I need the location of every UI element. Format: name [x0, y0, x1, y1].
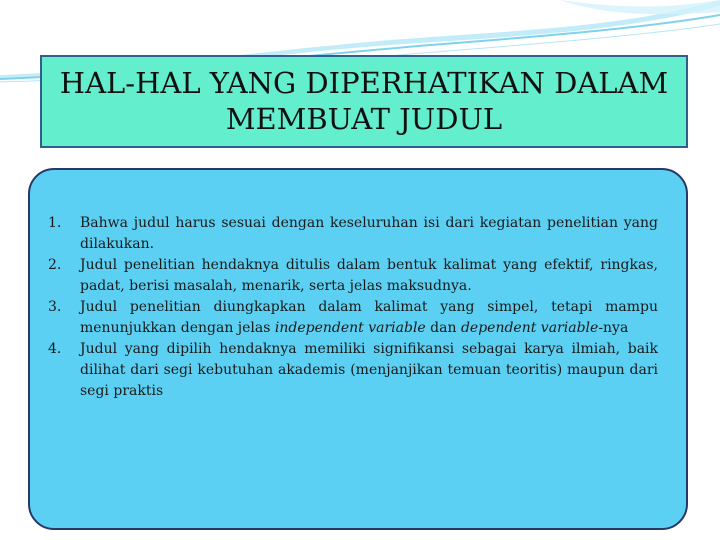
- content-box: [28, 168, 688, 530]
- point-text-segment: Judul penelitian diungkapkan dalam kalimat yang simpel, tetapi mampu menunjukkan dengan jelas: [80, 299, 658, 336]
- page-title: HAL-HAL YANG DIPERHATIKAN DALAM MEMBUAT JUDUL: [59, 66, 669, 136]
- point-text: Judul yang dipilih hendaknya memiliki signifikansi sebagai karya ilmiah, baik dilihat dari segi kebutuhan akademis (menjanjikan temuan teoritis) maupun dari segi praktis: [80, 341, 658, 399]
- list-item: [48, 255, 658, 297]
- list-item: [48, 213, 658, 255]
- list-item: [48, 297, 658, 339]
- point-text-segment: -nya: [598, 320, 629, 336]
- point-text-segment: dan: [425, 320, 461, 336]
- point-number: 3.: [48, 299, 62, 315]
- point-text: [80, 297, 658, 339]
- point-number: 4.: [48, 341, 62, 357]
- title-box: [40, 55, 688, 148]
- list-item: [48, 339, 658, 402]
- dependent-variable-term: dependent variable: [460, 320, 599, 336]
- point-text: Bahwa judul harus sesuai dengan keseluruhan isi dari kegiatan penelitian yang dilakukan.: [80, 215, 658, 252]
- point-number: 2.: [48, 257, 62, 273]
- independent-variable-term: independent variable: [274, 320, 426, 336]
- points-list: [48, 213, 658, 402]
- point-text: Judul penelitian hendaknya ditulis dalam bentuk kalimat yang efektif, ringkas, padat, berisi masalah, menarik, serta jelas maksudnya.: [80, 257, 658, 294]
- point-number: 1.: [48, 215, 62, 231]
